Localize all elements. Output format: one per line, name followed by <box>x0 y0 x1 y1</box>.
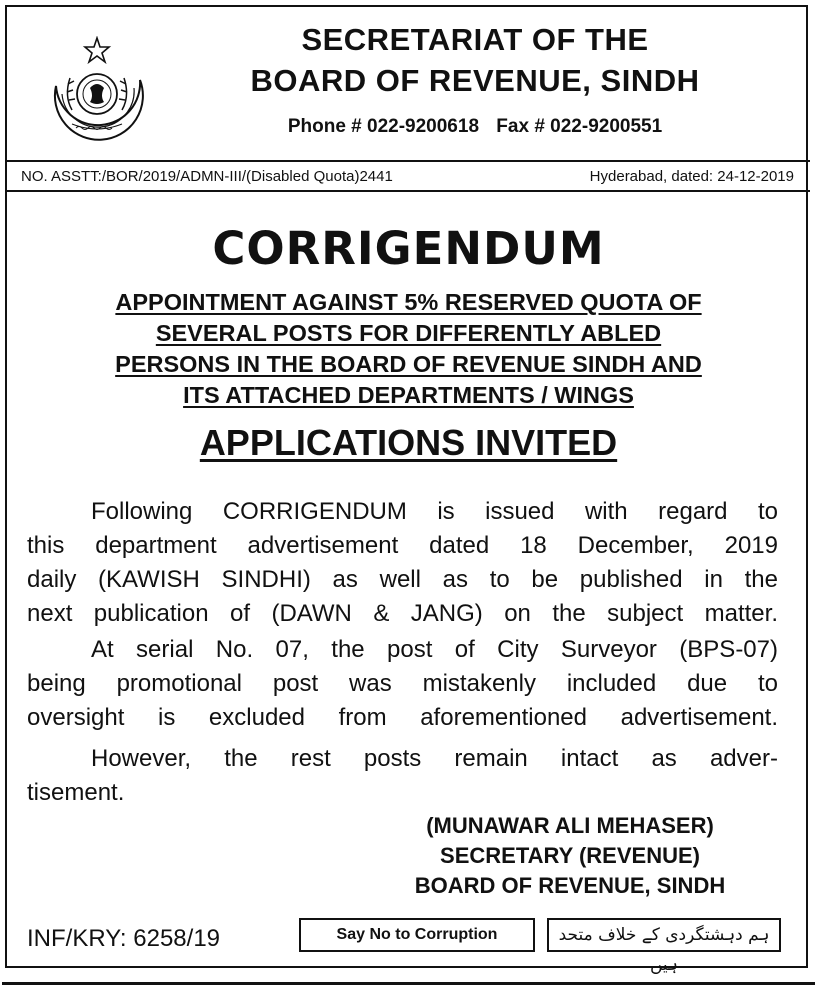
paragraph-line: being promotional post was mistakenly included due to <box>27 670 778 697</box>
paragraph-2 <box>27 633 778 735</box>
paragraph-line: At serial No. 07, the post of City Surveyor (BPS-07) <box>91 636 778 663</box>
paragraph-1 <box>27 495 778 631</box>
reference-number: NO. ASSTT:/BOR/2019/ADMN-III/(Disabled Quota)2441 <box>21 168 393 185</box>
paragraph-line: next publication of (DAWN & JANG) on the subject matter. <box>27 600 778 627</box>
anti-corruption-box: Say No to Corruption <box>299 918 535 952</box>
paragraph-line: tisement. <box>27 779 125 806</box>
paragraph-line: daily (KAWISH SINDHI) as well as to be published in the <box>27 566 778 593</box>
contact-line <box>180 116 770 138</box>
signatory-designation: SECRETARY (REVENUE) <box>440 843 700 868</box>
paragraph-line: oversight is excluded from aforementioned advertisement. <box>27 704 778 731</box>
sindh-government-emblem-icon <box>42 36 152 148</box>
header-title-line2: BOARD OF REVENUE, SINDH <box>250 63 700 98</box>
urdu-slogan-box: ہم دہشتگردی کے خلاف متحد ہیں <box>547 918 781 952</box>
signatory-name: (MUNAWAR ALI MEHASER) <box>426 813 714 838</box>
subject-line: ITS ATTACHED DEPARTMENTS / WINGS <box>183 382 634 408</box>
paragraph-line: this department advertisement dated 18 December, 2019 <box>27 532 778 559</box>
subject-line: SEVERAL POSTS FOR DIFFERENTLY ABLED <box>155 320 662 346</box>
paragraph-line: Following CORRIGENDUM is issued with regard to <box>91 498 778 525</box>
inf-number: INF/KRY: 6258/19 <box>27 925 221 952</box>
applications-heading-text: APPLICATIONS INVITED <box>199 422 618 463</box>
header-title-line1: SECRETARIAT OF THE <box>301 22 649 57</box>
paragraph-line: However, the rest posts remain intact as adver- <box>91 745 778 772</box>
reference-date: Hyderabad, dated: 24-12-2019 <box>589 168 794 185</box>
subject-block <box>30 287 787 411</box>
paragraph-3 <box>27 742 778 810</box>
fax-number: Fax # 022-9200551 <box>496 116 663 137</box>
phone-number: Phone # 022-9200618 <box>287 116 480 137</box>
subject-line: PERSONS IN THE BOARD OF REVENUE SINDH AND <box>115 351 702 377</box>
applications-heading <box>0 422 817 464</box>
bottom-rule <box>2 982 815 985</box>
reference-row <box>7 160 810 192</box>
subject-line: APPOINTMENT AGAINST 5% RESERVED QUOTA OF <box>115 289 702 315</box>
document-title: CORRIGENDUM <box>212 222 605 275</box>
signatory-office: BOARD OF REVENUE, SINDH <box>414 873 726 898</box>
